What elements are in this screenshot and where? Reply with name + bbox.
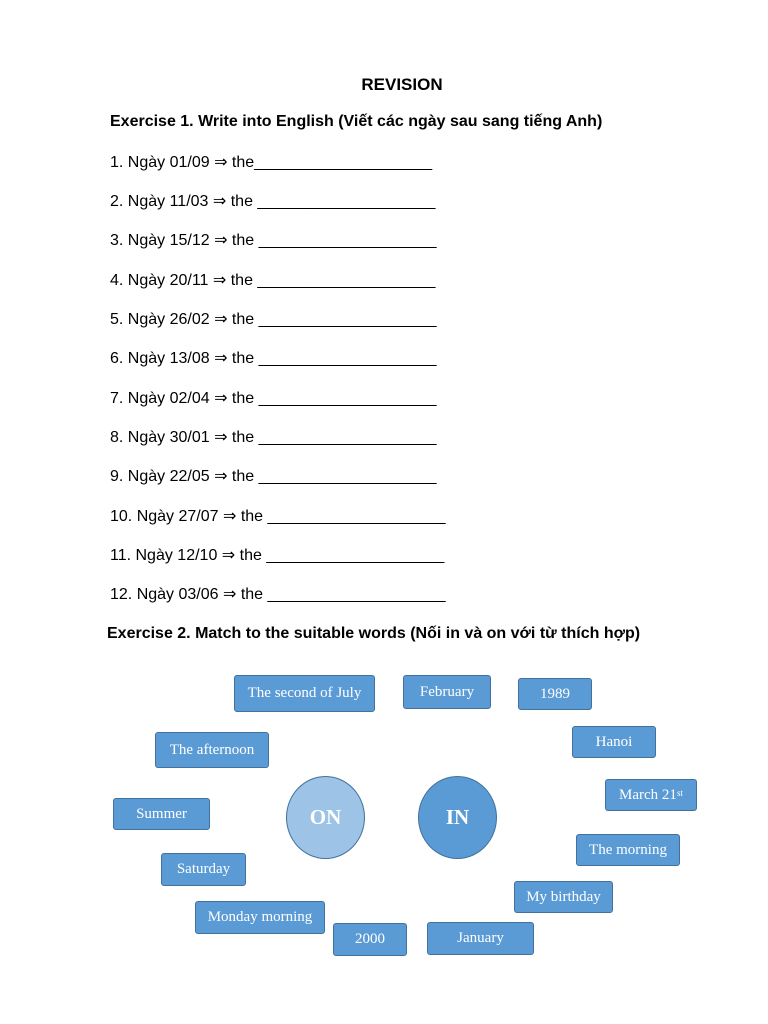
exercise1-item: 4. Ngày 20/11 ⇒ the ____________________ [110, 272, 436, 289]
word-box-march-21st[interactable] [605, 779, 697, 811]
exercise1-item: 5. Ngày 26/02 ⇒ the ____________________ [110, 311, 437, 328]
exercise1-item: 12. Ngày 03/06 ⇒ the ____________________ [110, 586, 446, 603]
word-box-afternoon[interactable]: The afternoon [155, 732, 269, 768]
exercise1-item: 11. Ngày 12/10 ⇒ the ____________________ [110, 547, 445, 564]
word-box-1989[interactable]: 1989 [518, 678, 592, 710]
exercise1-item: 2. Ngày 11/03 ⇒ the ____________________ [110, 193, 436, 210]
in-circle[interactable]: IN [418, 776, 497, 859]
word-box-2000[interactable]: 2000 [333, 923, 407, 956]
exercise1-item: 9. Ngày 22/05 ⇒ the ____________________ [110, 468, 437, 485]
word-box-february[interactable]: February [403, 675, 491, 709]
on-circle[interactable]: ON [286, 776, 365, 859]
word-box-saturday[interactable]: Saturday [161, 853, 246, 886]
exercise1-heading: Exercise 1. Write into English (Viết các ngày sau sang tiếng Anh) [110, 113, 603, 130]
exercise1-item: 1. Ngày 01/09 ⇒ the____________________ [110, 154, 433, 171]
word-box-hanoi[interactable]: Hanoi [572, 726, 656, 758]
exercise1-item: 8. Ngày 30/01 ⇒ the ____________________ [110, 429, 437, 446]
word-box-january[interactable]: January [427, 922, 534, 955]
march-21-text: March 21 [619, 786, 677, 803]
word-box-monday-morning[interactable]: Monday morning [195, 901, 325, 934]
word-box-my-birthday[interactable]: My birthday [514, 881, 613, 913]
march-21-suffix: st [676, 788, 683, 798]
exercise1-item: 3. Ngày 15/12 ⇒ the ____________________ [110, 232, 437, 249]
exercise1-item: 6. Ngày 13/08 ⇒ the ____________________ [110, 350, 437, 367]
word-box-second-of-july[interactable]: The second of July [234, 675, 375, 712]
exercise1-item: 10. Ngày 27/07 ⇒ the ____________________ [110, 508, 446, 525]
exercise1-item: 7. Ngày 02/04 ⇒ the ____________________ [110, 390, 437, 407]
exercise2-heading: Exercise 2. Match to the suitable words (Nối in và on với từ thích hợp) [107, 625, 641, 642]
word-box-summer[interactable]: Summer [113, 798, 210, 830]
word-box-morning[interactable]: The morning [576, 834, 680, 866]
page-title: REVISION [361, 75, 443, 94]
